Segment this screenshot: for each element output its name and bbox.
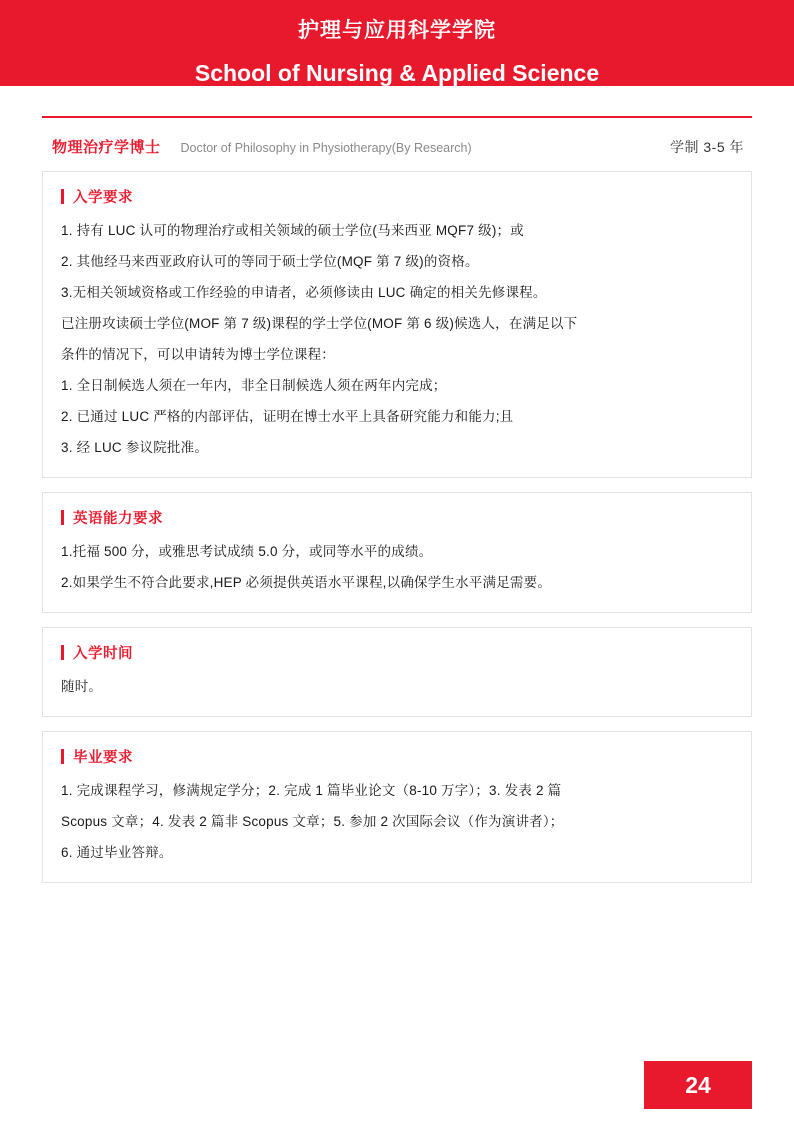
section-accent-bar-icon: [61, 645, 64, 660]
section-entry-requirements: [42, 171, 752, 478]
section-line: 1. 持有 LUC 认可的物理治疗或相关领域的硕士学位(马来西亚 MQF7 级)；或: [61, 223, 524, 238]
section-line: 随时。: [61, 679, 103, 694]
section-accent-bar-icon: [61, 749, 64, 764]
section-heading: 入学要求: [73, 190, 133, 206]
section-header: [61, 186, 733, 207]
section-heading: 入学时间: [73, 646, 133, 662]
course-title-block: [42, 116, 752, 157]
section-english-requirements: [42, 492, 752, 613]
section-heading: 毕业要求: [73, 750, 133, 766]
section-line: 条件的情况下，可以申请转为博士学位课程：: [61, 347, 335, 362]
section-intake: [42, 627, 752, 717]
section-heading: 英语能力要求: [73, 511, 163, 527]
section-line: 3. 经 LUC 参议院批准。: [61, 440, 209, 455]
section-line: 已注册攻读硕士学位(MOF 第 7 级)课程的学士学位(MOF 第 6 级)候选人，在满足以下: [61, 316, 578, 331]
section-line: 6. 通过毕业答辩。: [61, 845, 173, 860]
section-line: 2. 已通过 LUC 严格的内部评估，证明在博士水平上具备研究能力和能力;且: [61, 409, 514, 424]
section-header: [61, 507, 733, 528]
section-line: Scopus 文章；4. 发表 2 篇非 Scopus 文章；5. 参加 2 次国际会议（作为演讲者）；: [61, 814, 564, 829]
section-line: 2.如果学生不符合此要求,HEP 必须提供英语水平课程,以确保学生水平满足需要。: [61, 575, 552, 590]
section-line: 1.托福 500 分，或雅思考试成绩 5.0 分，或同等水平的成绩。: [61, 544, 433, 559]
page-header: [0, 0, 794, 86]
course-title-chinese: 物理治疗学博士: [52, 139, 161, 156]
section-header: [61, 746, 733, 767]
section-line: 2. 其他经马来西亚政府认可的等同于硕士学位(MQF 第 7 级)的资格。: [61, 254, 479, 269]
page-number-badge: 24: [644, 1061, 752, 1109]
section-line: 3.无相关领域资格或工作经验的申请者，必须修读由 LUC 确定的相关先修课程。: [61, 285, 547, 300]
course-title-english: Doctor of Philosophy in Physiotherapy(By Research): [180, 141, 472, 155]
section-line: 1. 完成课程学习，修满规定学分；2. 完成 1 篇毕业论文（8-10 万字）；3. 发表 2 篇: [61, 783, 562, 798]
section-accent-bar-icon: [61, 189, 64, 204]
course-title-row: [42, 118, 752, 157]
section-line: 1. 全日制候选人须在一年内，非全日制候选人须在两年内完成；: [61, 378, 447, 393]
course-duration: 学制 3-5 年: [669, 139, 744, 155]
section-accent-bar-icon: [61, 510, 64, 525]
header-title-chinese: 护理与应用科学学院: [298, 19, 496, 42]
section-header: [61, 642, 733, 663]
header-title-english: School of Nursing & Applied Science: [194, 60, 600, 86]
section-graduation-requirements: [42, 731, 752, 883]
